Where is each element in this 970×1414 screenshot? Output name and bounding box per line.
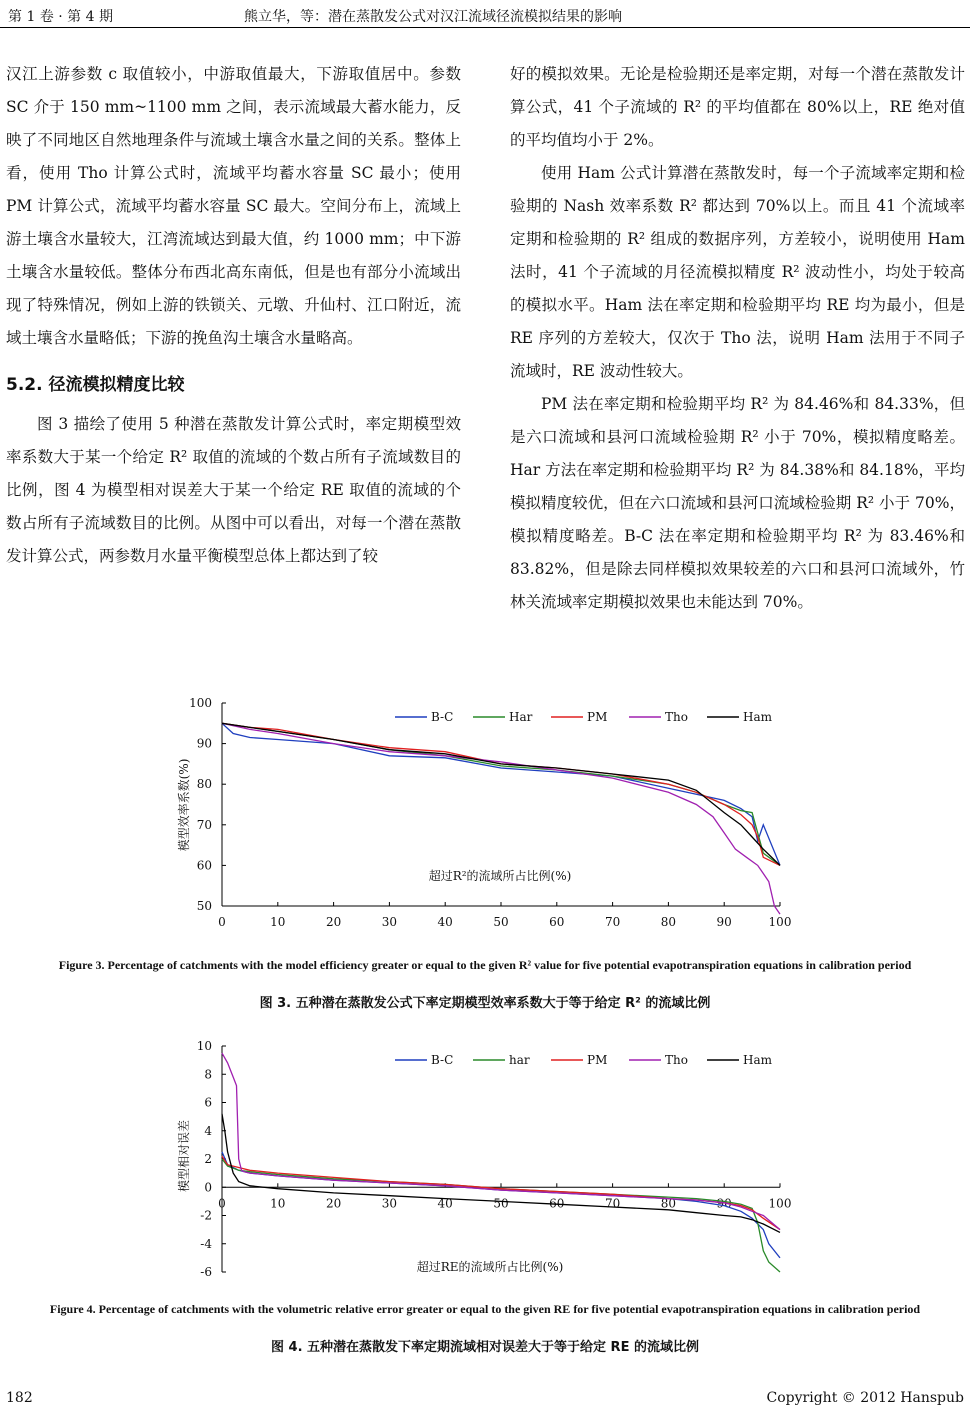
legend-label-pm: PM (587, 710, 608, 724)
y-tick-label: -2 (200, 1208, 212, 1223)
legend-label-tho: Tho (665, 710, 688, 724)
x-tick-label: 70 (604, 1196, 621, 1211)
legend-label-ham: Ham (743, 710, 772, 724)
y-axis-title: 模型效率系数(%) (177, 758, 191, 852)
legend-label-har: har (509, 1053, 530, 1067)
legend-label-pm: PM (587, 1053, 608, 1067)
series-line-tho (222, 723, 780, 914)
x-tick-label: 0 (218, 1196, 226, 1211)
y-tick-label: 2 (204, 1152, 212, 1166)
x-tick-label: 40 (437, 915, 453, 929)
journal-volume: 第 1 卷 · 第 4 期 (8, 9, 113, 25)
left-column (6, 58, 461, 573)
x-tick-label: 90 (716, 1196, 732, 1211)
page-number: 182 (6, 1390, 33, 1406)
paragraph: PM 法在率定期和检验期平均 R² 为 84.46%和 84.33%，但是六口流域和县河口流域检验期 R² 小于 70%，模拟精度略差。Har 方法在率定期和检验期平均 R² 为 84.38%和 84.18%，平均模拟精度较优，但在六口流域和县河口流域检验期 R² 小于 70%，模拟精度略差。B-C 法在率定期和检验期平均 R² 为 83.46%和 83.82%，但是除去同样模拟效果较差的六口和县河口流域外，竹林关流域率定期模拟效果也未能达到 70%。 (510, 395, 965, 611)
figure-4-caption-zh: 图 4. 五种潜在蒸散发下率定期流域相对误差大于等于给定 RE 的流域比例 (271, 1340, 699, 1355)
x-tick-label: 80 (660, 915, 677, 929)
x-tick-label: 50 (493, 1196, 509, 1211)
x-tick-label: 60 (549, 1196, 565, 1211)
y-tick-label: 80 (196, 777, 212, 792)
legend-label-b-c: B-C (431, 1053, 454, 1067)
x-tick-label: 30 (381, 915, 398, 929)
copyright: Copyright © 2012 Hanspub (766, 1390, 964, 1406)
figure-4-chart (170, 1036, 800, 1286)
x-tick-label: 100 (768, 1196, 792, 1211)
series-line-b-c (222, 723, 780, 865)
figure-4-caption-en: Figure 4. Percentage of catchments with the volumetric relative error greater or equal to the given RE for five potential evapotranspiration equations in calibration period (49, 1302, 921, 1316)
series-line-har (222, 1159, 780, 1272)
y-tick-label: 50 (196, 899, 212, 913)
x-tick-label: 40 (437, 1196, 453, 1211)
x-tick-label: 100 (768, 915, 792, 929)
y-tick-label: 8 (204, 1067, 212, 1082)
legend-label-har: Har (509, 710, 533, 724)
running-title: 熊立华，等：潜在蒸散发公式对汉江流域径流模拟结果的影响 (244, 9, 622, 25)
paragraph: 图 3 描绘了使用 5 种潜在蒸散发计算公式时，率定期模型效率系数大于某一个给定 R² 取值的流域的个数占所有子流域数目的比例，图 4 为模型相对误差大于某一个给定 RE 取值的流域的个数占所有子流域数目的比例。从图中可以看出，对每一个潜在蒸散发计算公式，两参数月水量平衡模型总体上都达到了较 (6, 415, 461, 565)
section-heading: 5.2. 径流模拟精度比较 (6, 375, 185, 395)
header-rule (0, 27, 970, 28)
x-tick-label: 20 (325, 1196, 342, 1211)
x-tick-label: 90 (716, 915, 732, 929)
x-tick-label: 50 (493, 915, 509, 929)
figure-3-caption-en: Figure 3. Percentage of catchments with the model efficiency greater or equal to the given R² value for five potential evapotranspiration equations in calibration period (58, 958, 912, 972)
y-tick-label: 70 (196, 817, 212, 832)
figure-3-caption-zh: 图 3. 五种潜在蒸散发公式下率定期模型效率系数大于等于给定 R² 的流域比例 (259, 996, 711, 1011)
y-tick-label: 4 (204, 1123, 212, 1138)
x-tick-label: 10 (270, 1196, 286, 1211)
x-tick-label: 0 (218, 915, 226, 929)
y-axis-title: 模型相对误差 (177, 1119, 191, 1193)
legend-label-ham: Ham (743, 1053, 772, 1067)
y-tick-label: 0 (204, 1180, 212, 1195)
x-axis-title: 超过R²的流域所占比例(%) (428, 869, 572, 883)
y-tick-label: 100 (189, 696, 212, 710)
x-tick-label: 60 (549, 915, 565, 929)
y-tick-label: -6 (200, 1265, 212, 1279)
y-tick-label: 90 (196, 736, 212, 751)
y-tick-label: 10 (196, 1039, 212, 1053)
x-tick-label: 80 (660, 1196, 677, 1211)
y-tick-label: 6 (204, 1095, 212, 1110)
series-line-ham (222, 1114, 780, 1233)
paragraph: 汉江上游参数 c 取值较小，中游取值最大，下游取值居中。参数 SC 介于 150 mm~1100 mm 之间，表示流域最大蓄水能力，反映了不同地区自然地理条件与流域土壤含水量之间的关系。整体上看，使用 Tho 计算公式时，流域平均蓄水容量 SC 最小；使用 PM 计算公式，流域平均蓄水容量 SC 最大。空间分布上，流域上游土壤含水量较大，江湾流域达到最大值，约 1000 mm；中下游土壤含水量较低。整体分布西北高东南低，但是也有部分小流域出现了特殊情况，例如上游的铁锁关、元墩、升仙村、江口附近，流域土壤含水量略低；下游的挽鱼沟土壤含水量略高。 (6, 65, 461, 347)
right-column (510, 58, 965, 619)
paragraph: 使用 Ham 公式计算潜在蒸散发时，每一个子流域率定期和检验期的 Nash 效率系数 R² 都达到 70%以上。而且 41 个流域率定期和检验期的 R² 组成的数据序列，方差较小，说明使用 Ham 法时，41 个子流域的月径流模拟精度 R² 波动性小，均处于较高的模拟水平。Ham 法在率定期和检验期平均 RE 均为最小，但是 RE 序列的方差较大，仅次于 Tho 法，说明 Ham 法用于不同子流域时，RE 波动性较大。 (510, 164, 965, 380)
legend-label-tho: Tho (665, 1053, 688, 1067)
y-tick-label: 60 (196, 858, 212, 873)
x-tick-label: 30 (381, 1196, 398, 1211)
series-line-pm (222, 1156, 780, 1229)
x-axis-title: 超过RE的流域所占比例(%) (416, 1260, 564, 1274)
y-tick-label: -4 (200, 1236, 212, 1251)
x-tick-label: 20 (325, 915, 342, 929)
legend-label-b-c: B-C (431, 710, 454, 724)
paragraph: 好的模拟效果。无论是检验期还是率定期，对每一个潜在蒸散发计算公式，41 个子流域的 R² 的平均值都在 80%以上，RE 绝对值的平均值均小于 2%。 (510, 65, 965, 149)
figure-3-chart (170, 690, 800, 940)
x-tick-label: 10 (270, 915, 286, 929)
x-tick-label: 70 (604, 915, 621, 929)
